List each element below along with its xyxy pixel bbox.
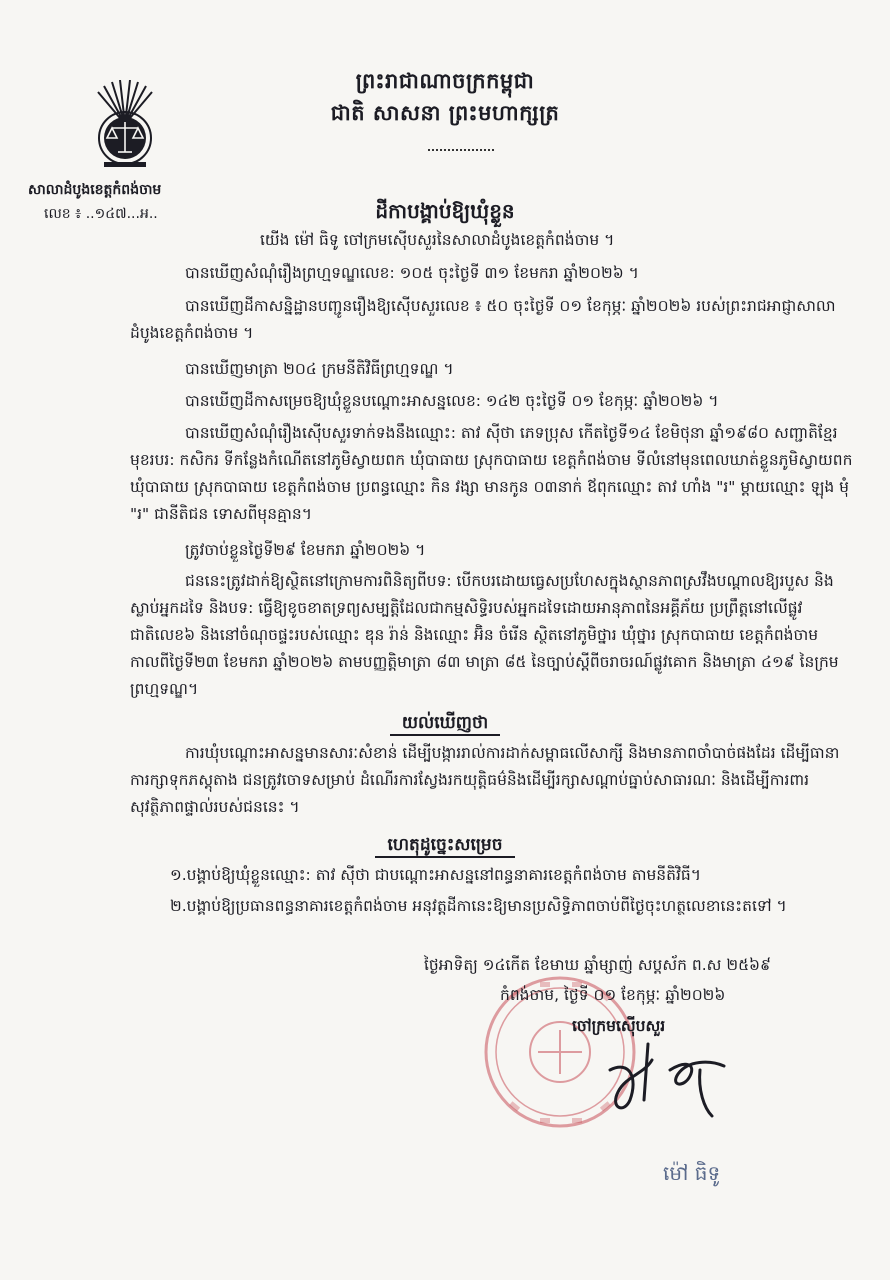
decision-item-2: ២.បង្គាប់ឱ្យប្រធានពន្ធនាគារខេត្តកំពង់ចាម អនុវត្តដីកានេះឱ្យមានប្រសិទ្ធិភាពចាប់ពីថ្ងៃចុះហត្ថលេខានេះតទៅ ។ [170,897,787,915]
handwritten-signature-icon [600,1030,740,1120]
national-motto: ជាតិ សាសនា ព្រះមហាក្សត្រ [330,100,560,125]
document-title: ដីកាបង្គាប់ឱ្យឃុំខ្លួន [375,199,515,223]
paragraph-accused-identity: បានឃើញសំណុំរឿងស៊ើបសួរទាក់ទងនឹងឈ្មោះ: តាវ ស៊ីថា ភេទប្រុស កើតថ្ងៃទី១៤ ខែមិថុនា ឆ្នាំ១៩៨០ សញ្ជាតិខ្មែរ មុខរបរ: កសិករ ទីកន្លែងកំណើតនៅភូមិស្វាយពក ឃុំបាធាយ ស្រុកបាធាយ ខេត្តកំពង់ចាម ទីលំនៅមុនពេលឃាត់ខ្លួនភូមិស្វាយពក ឃុំបាធាយ ស្រុកបាធាយ ខេត្តកំពង់ចាម ប្រពន្ធឈ្មោះ កិន វង្សា មានកូន ០៣នាក់ ឪពុកឈ្មោះ តាវ ហាំង "រ" ម្ដាយឈ្មោះ ឡុង មុំ "រ" ជានីតិជន ទោសពីមុនគ្មាន។ [130,424,853,523]
paragraph-judge: យើង ម៉ៅ ធិទូ ចៅក្រមស៊ើបសួរនៃសាលាដំបូងខេត្តកំពង់ចាម ។ [260,231,615,249]
paragraph-reasons: ការឃុំបណ្ដោះអាសន្នមានសារៈសំខាន់ ដើម្បីបង្ការរាល់ការដាក់សម្ពាធលើសាក្សី និងមានភាពចាំបាច់ផងដែរ ដើម្បីធានាការក្សាទុកភស្តុតាង ជនត្រូវចោទសម្រាប់ ដំណើរការស្វែងរកយុត្តិធម៌និងដើម្បីរក្សាសណ្ដាប់ធ្នាប់សាធារណៈ និងដើម្បីការពារសុវត្ថិភាពផ្ទាល់របស់ជននេះ ។ [130,744,840,816]
document-number: លេខ ៖ ..១៤៧...អ.. [44,206,158,222]
decision-heading: ហេតុដូច្នេះសម្រេច [0,834,890,859]
signatory-name: ម៉ៅ ធិទូ [663,1161,721,1185]
paragraph-provisional-detention: បានឃើញដីកាសម្រេចឱ្យឃុំខ្លួនបណ្ដោះអាសន្នលេខ: ១៤២ ចុះថ្ងៃទី ០១ ខែកុម្ភៈ ឆ្នាំ២០២៦ ។ [185,392,719,410]
paragraph-case-file: បានឃើញសំណុំរឿងព្រហ្មទណ្ឌលេខ: ១០៥ ចុះថ្ងៃទី ៣១ ខែមករា ឆ្នាំ២០២៦ ។ [185,264,639,282]
lunar-date: ថ្ងៃអាទិត្យ ១៤កើត ខែមាឃ ឆ្នាំម្សាញ់ សប្តស័ក ព.ស ២៥៦៩ [424,956,771,974]
paragraph-article-204: បានឃើញមាត្រា ២០៤ ក្រមនីតិវិធីព្រហ្មទណ្ឌ ។ [185,360,454,378]
header-divider [428,149,494,151]
place-and-date: កំពង់ចាម, ថ្ងៃទី ០១ ខែកុម្ភៈ ឆ្នាំ២០២៦ [500,986,726,1004]
kingdom-heading: ព្រះរាជាណាចក្រកម្ពុជា [355,68,535,93]
signatory-role: ចៅក្រមស៊ើបសួរ [572,1016,666,1035]
paragraph-charges: ជននេះត្រូវដាក់ឱ្យស្ថិតនៅក្រោមការពិនិត្យពីបទ: បើកបរដោយធ្វេសប្រហែសក្នុងស្ថានភាពស្រវឹងបណ្ដាលឱ្យរបួស និងស្លាប់អ្នកដទៃ និងបទ: ធ្វើឱ្យខូចខាតទ្រព្យសម្បត្តិដែលជាកម្មសិទ្ធិរបស់អ្នកដទៃដោយអានុភាពនៃអគ្គីភ័យ ប្រព្រឹត្តនៅលើផ្លូវជាតិលេខ៦ និងនៅចំណុចផ្ទះរបស់ឈ្មោះ ឌុន រ៉ាន់ និងឈ្មោះ អ៊ិន ចំរើន ស្ថិតនៅភូមិថ្នារ ឃុំថ្នារ ស្រុកបាធាយ ខេត្តកំពង់ចាម កាលពីថ្ងៃទី២៣ ខែមករា ឆ្នាំ២០២៦ តាមបញ្ញត្តិមាត្រា ៨៣ មាត្រា ៨៥ នៃច្បាប់ស្ដីពីចរាចរណ៍ផ្លូវគោក និងមាត្រា ៤១៩ នៃក្រមព្រហ្មទណ្ឌ។ [130,572,839,698]
paragraph-prosecutor-referral: បានឃើញដីកាសន្និដ្ឋានបញ្ជូនរឿងឱ្យស៊ើបសួរលេខ ៖ ៥០ ចុះថ្ងៃទី ០១ ខែកុម្ភៈ ឆ្នាំ២០២៦ របស់ព្រះរាជអាជ្ញាសាលាដំបូងខេត្តកំពង់ចាម ។ [130,297,836,342]
issuing-court: សាលាដំបូងខេត្តកំពង់ចាម [28,182,162,198]
decision-item-1: ១.បង្គាប់ឱ្យឃុំខ្លួនឈ្មោះ: តាវ ស៊ីថា ជាបណ្ដោះអាសន្ននៅពន្ធនាគារខេត្តកំពង់ចាម តាមនីតិវិធី។ [170,866,701,884]
reasons-heading: យល់ឃើញថា [0,712,890,737]
paragraph-arrest-date: ត្រូវចាប់ខ្លួនថ្ងៃទី២៩ ខែមករា ឆ្នាំ២០២៦ ។ [185,541,426,559]
court-emblem-icon [90,80,160,170]
